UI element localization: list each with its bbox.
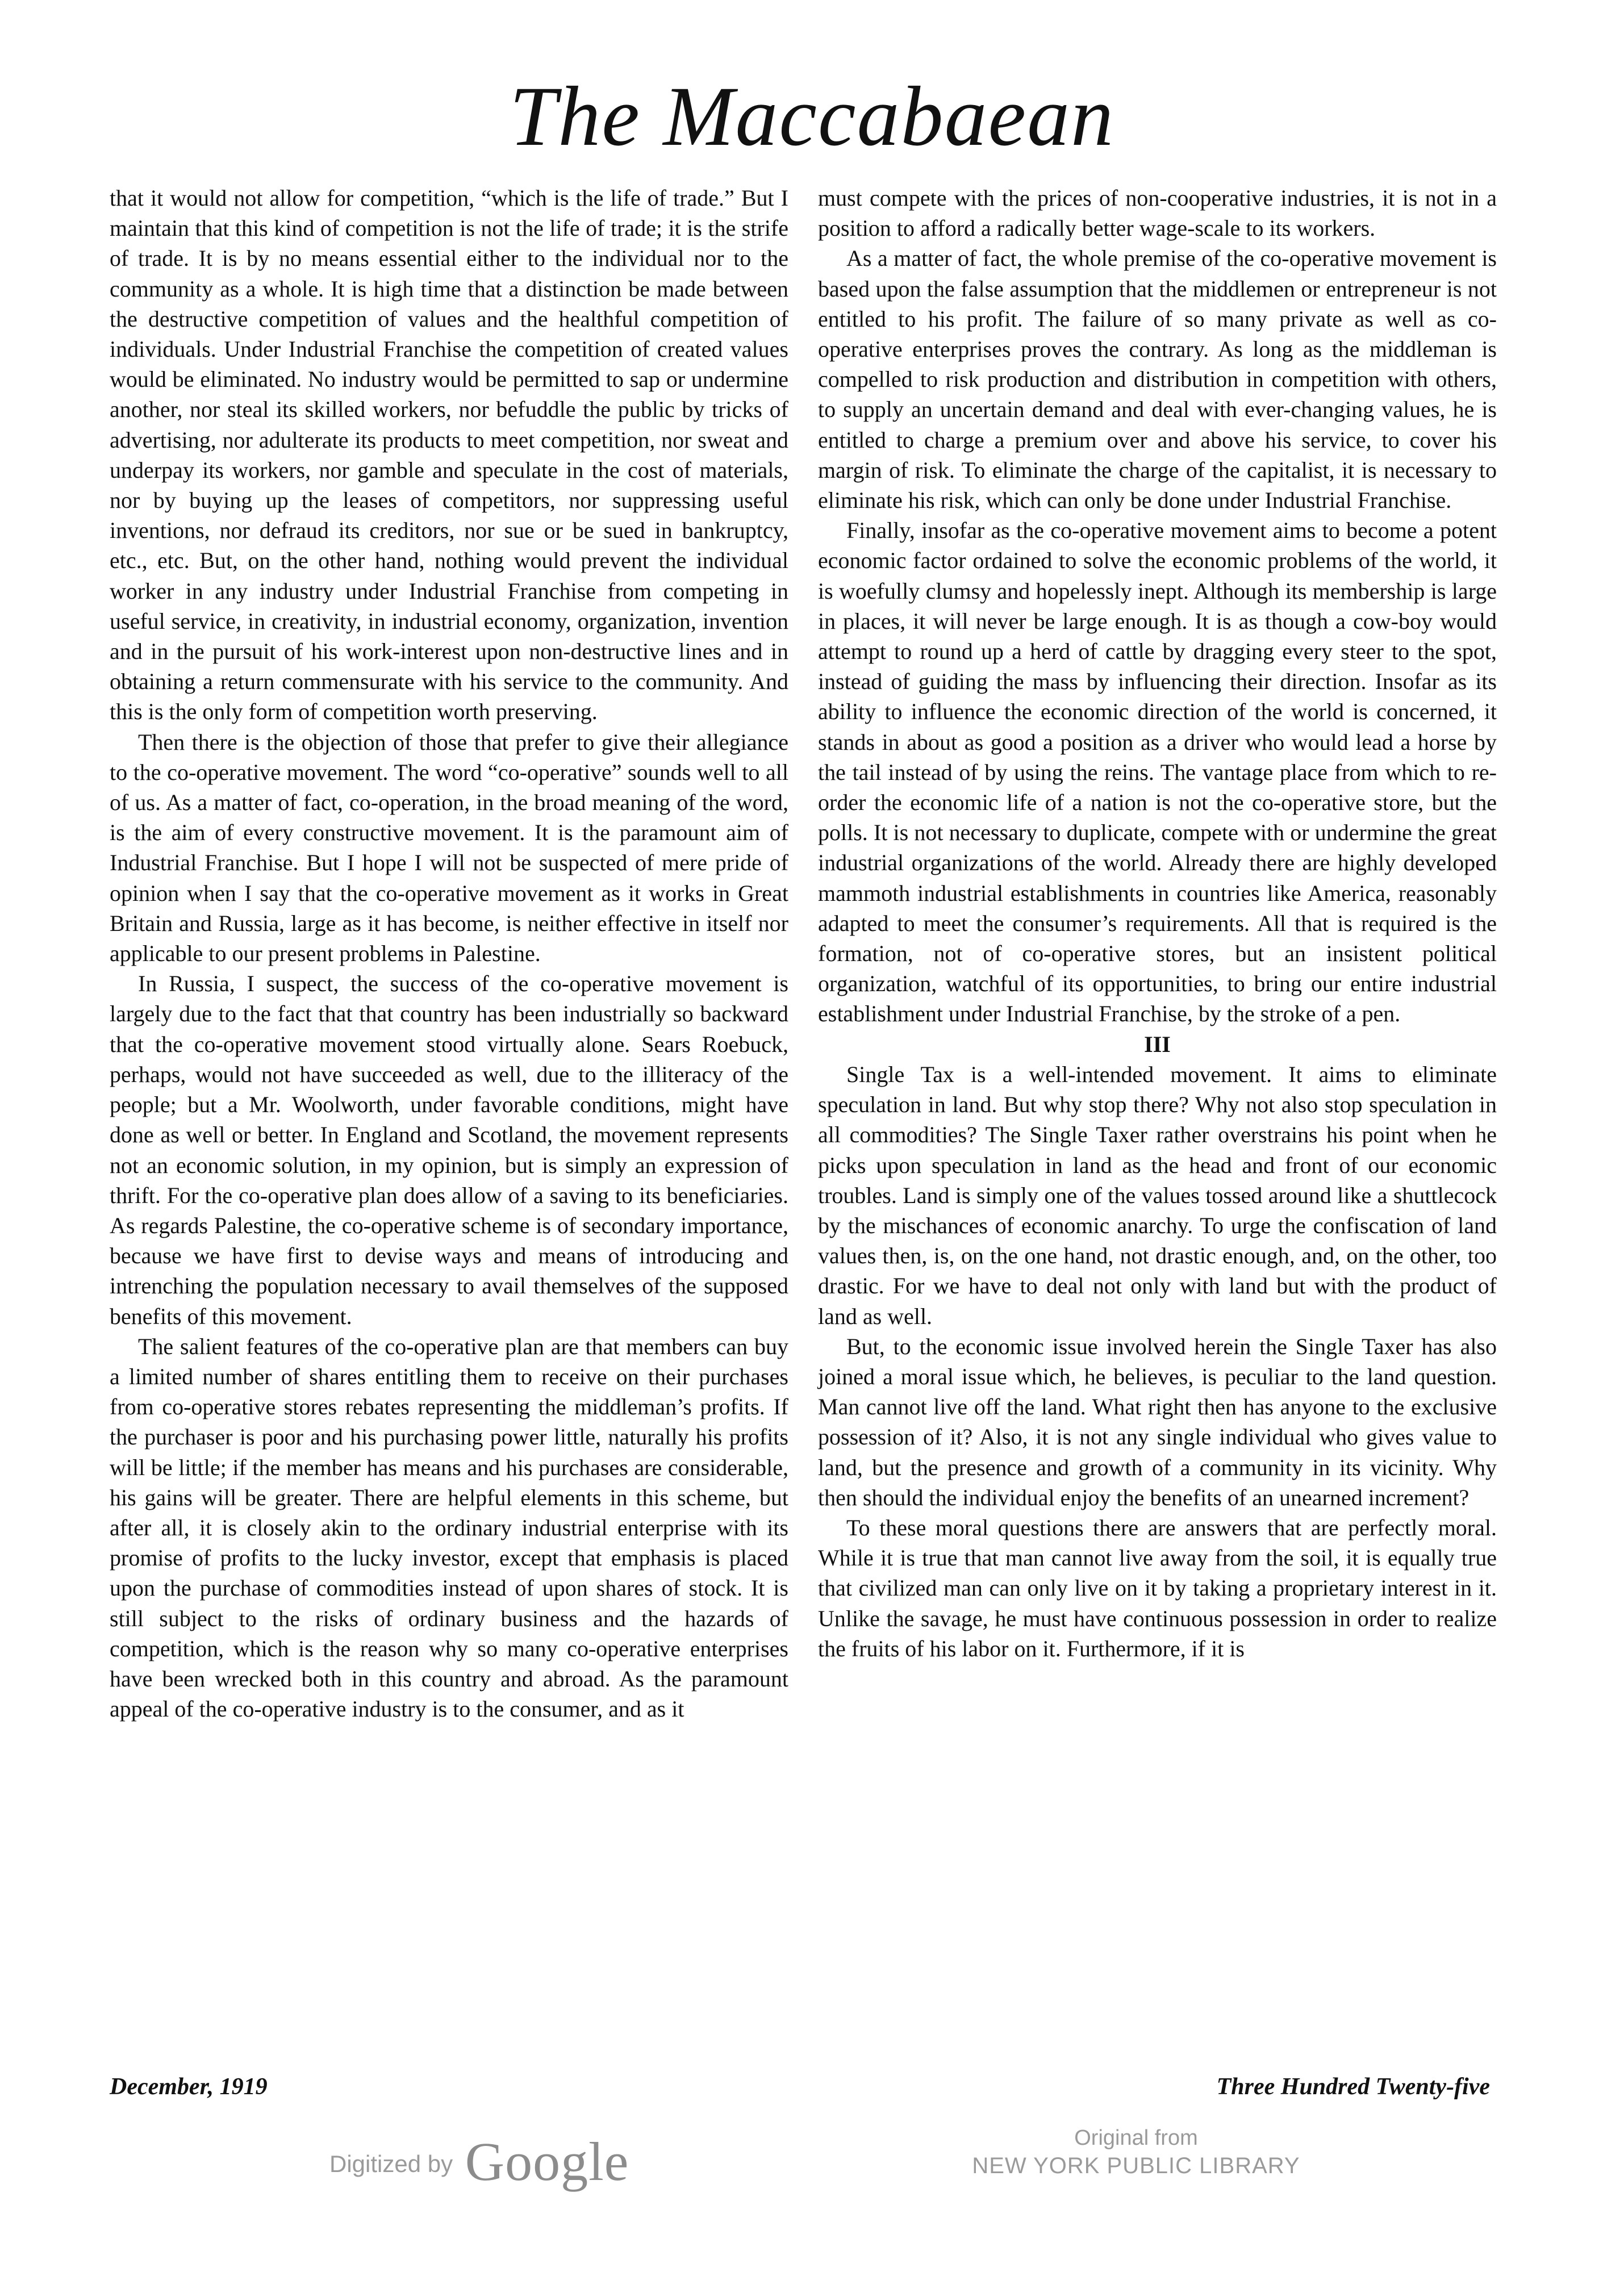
issue-date: December, 1919 — [110, 2074, 268, 2100]
paragraph: that it would not allow for competition, “which is the life of trade.” But I maintain that this kind of competition is not the life of trade; it is the strife of trade. It is by no means essential either to the individual nor to the community as a whole. It is high time that a distinction be made between the destructive competition of values and the healthful competition of individuals. Under Industrial Franchise the competition of created values would be eliminated. No industry would be permitted to sap or undermine another, nor steal its skilled workers, nor befuddle the public by tricks of advertising, nor adulterate its products to meet competition, nor sweat and underpay its workers, nor gamble and speculate in the cost of materials, nor by buying up the leases of competitors, nor suppressing useful inventions, nor defraud its creditors, nor sue or be sued in bankruptcy, etc., etc. But, on the other hand, nothing would prevent the individual worker in any industry under Industrial Franchise from competing in useful service, in creativity, in industrial economy, organization, invention and in the pursuit of his work-interest upon non-destructive lines and in obtaining a return commensurate with his service to the community. And this is the only form of competition worth preserving. — [110, 185, 788, 725]
paragraph: Finally, insofar as the co-operative movement aims to become a potent economic factor ordained to solve the economic problems of the world, it is woefully clumsy and hopelessly inept. Although its membership is large in places, it will never be large enough. It is as though a cow-boy would attempt to round up a herd of cattle by dragging every steer to the spot, instead of guiding the mass by influencing their direction. Insofar as its ability to influence the economic direction of the world is concerned, it stands in about as good a position as a driver who would lead a horse by the tail instead of by using the reins. The vantage place from which to re-order the economic life of a nation is not the co-operative store, but the polls. It is not necessary to duplicate, compete with or undermine the great industrial organizations of the world. Already there are highly developed mammoth industrial establishments in countries like America, reasonably adapted to meet the consumer’s requirements. All that is required is the formation, not of co-operative stores, but an insistent political organization, watchful of its opportunities, to bring our entire industrial establishment under Industrial Franchise, by the stroke of a pen. — [818, 517, 1497, 1027]
masthead-title: The Maccabaean — [509, 69, 1115, 164]
page-number: Three Hundred Twenty-five — [1216, 2074, 1490, 2100]
digitized-by-label: Digitized by — [329, 2150, 453, 2177]
paragraph: Then there is the objection of those that prefer to give their allegiance to the co-operative movement. The word “co-operative” sounds well to all of us. As a matter of fact, co-operation, in the broad meaning of the word, is the aim of every constructive movement. It is the paramount aim of Industrial Franchise. But I hope I will not be suspected of mere pride of opinion when I say that the co-operative movement as it works in Great Britain and Russia, large as it has become, is neither effective in itself nor applicable to our present problems in Palestine. — [110, 729, 788, 967]
library-attribution — [966, 2124, 1306, 2180]
paragraph: As a matter of fact, the whole premise of the co-operative movement is based upon the false assumption that the middlemen or entrepreneur is not entitled to his profit. The failure of so many private as well as co-operative enterprises proves the contrary. As long as the middleman is compelled to risk production and distribution in competition with others, to supply an uncertain demand and deal with ever-changing values, he is entitled to charge a premium over and above his service, to cover his margin of risk. To eliminate the charge of the capitalist, it is necessary to eliminate his risk, which can only be done under Industrial Franchise. — [818, 245, 1497, 513]
paragraph: To these moral questions there are answers that are perfectly moral. While it is true that man cannot live away from the soil, it is equally true that civilized man can only live on it by taking a proprietary interest in it. Unlike the savage, he must have continuous possession in order to realize the fruits of his labor on it. Furthermore, if it is — [818, 1514, 1497, 1661]
paragraph: The salient features of the co-operative plan are that members can buy a limited number of shares entitling them to receive on their purchases from co-operative stores rebates representing the middleman’s profits. If the purchaser is poor and his purchasing power little, naturally his profits will be little; if the member has means and his purchases are considerable, his gains will be greater. There are helpful elements in this scheme, but after all, it is closely akin to the ordinary industrial enterprise with its promise of profits to the lucky investor, except that emphasis is placed upon the purchase of commodities instead of upon shares of stock. It is still subject to the risks of ordinary business and the hazards of competition, which is the reason why so many co-operative enterprises have been wrecked both in this country and abroad. As the paramount appeal of the co-operative industry is to the consumer, and as it — [110, 1333, 788, 1722]
digitized-by-watermark — [329, 2130, 629, 2193]
original-from-label: Original from — [1074, 2126, 1198, 2150]
paragraph: Single Tax is a well-intended movement. It aims to eliminate speculation in land. But why stop there? Why not also stop speculation in all commodities? The Single Taxer rather overstrains his point when he picks upon speculation in land as the head and front of our economic troubles. Land is simply one of the values tossed around like a shuttlecock by the mischances of economic anarchy. To urge the confiscation of land values then, is, on the one hand, not drastic enough, and, on the other, too drastic. For we have to deal not only with land but with the product of land as well. — [818, 1061, 1497, 1329]
library-name: NEW YORK PUBLIC LIBRARY — [972, 2153, 1300, 2178]
paragraph: must compete with the prices of non-cooperative industries, it is not in a position to afford a radically better wage-scale to its workers. — [818, 185, 1497, 241]
google-logo: Google — [465, 2131, 629, 2192]
paragraph: But, to the economic issue involved herein the Single Taxer has also joined a moral issue which, he believes, is peculiar to the land question. Man cannot live off the land. What right then has anyone to the exclusive possession of it? Also, it is not any single individual who gives value to land, but the presence and growth of a community in its vicinity. Why then should the individual enjoy the benefits of an unearned increment? — [818, 1333, 1497, 1510]
left-column — [110, 183, 788, 1724]
paragraph: In Russia, I suspect, the success of the co-operative movement is largely due to the fact that that country has been industrially so backward that the co-operative movement stood virtually alone. Sears Roebuck, perhaps, would not have succeeded as well, due to the illiteracy of the people; but a Mr. Woolworth, under favorable conditions, might have done as well or better. In England and Scotland, the movement represents not an economic solution, in my opinion, but is simply an expression of thrift. For the co-operative plan does allow of a saving to its beneficiaries. As regards Palestine, the co-operative scheme is of secondary importance, because we have first to devise ways and means of introducing and intrenching the population necessary to avail themselves of the supposed benefits of this movement. — [110, 971, 788, 1329]
right-column — [818, 183, 1497, 1664]
section-heading: III — [1144, 1031, 1171, 1057]
